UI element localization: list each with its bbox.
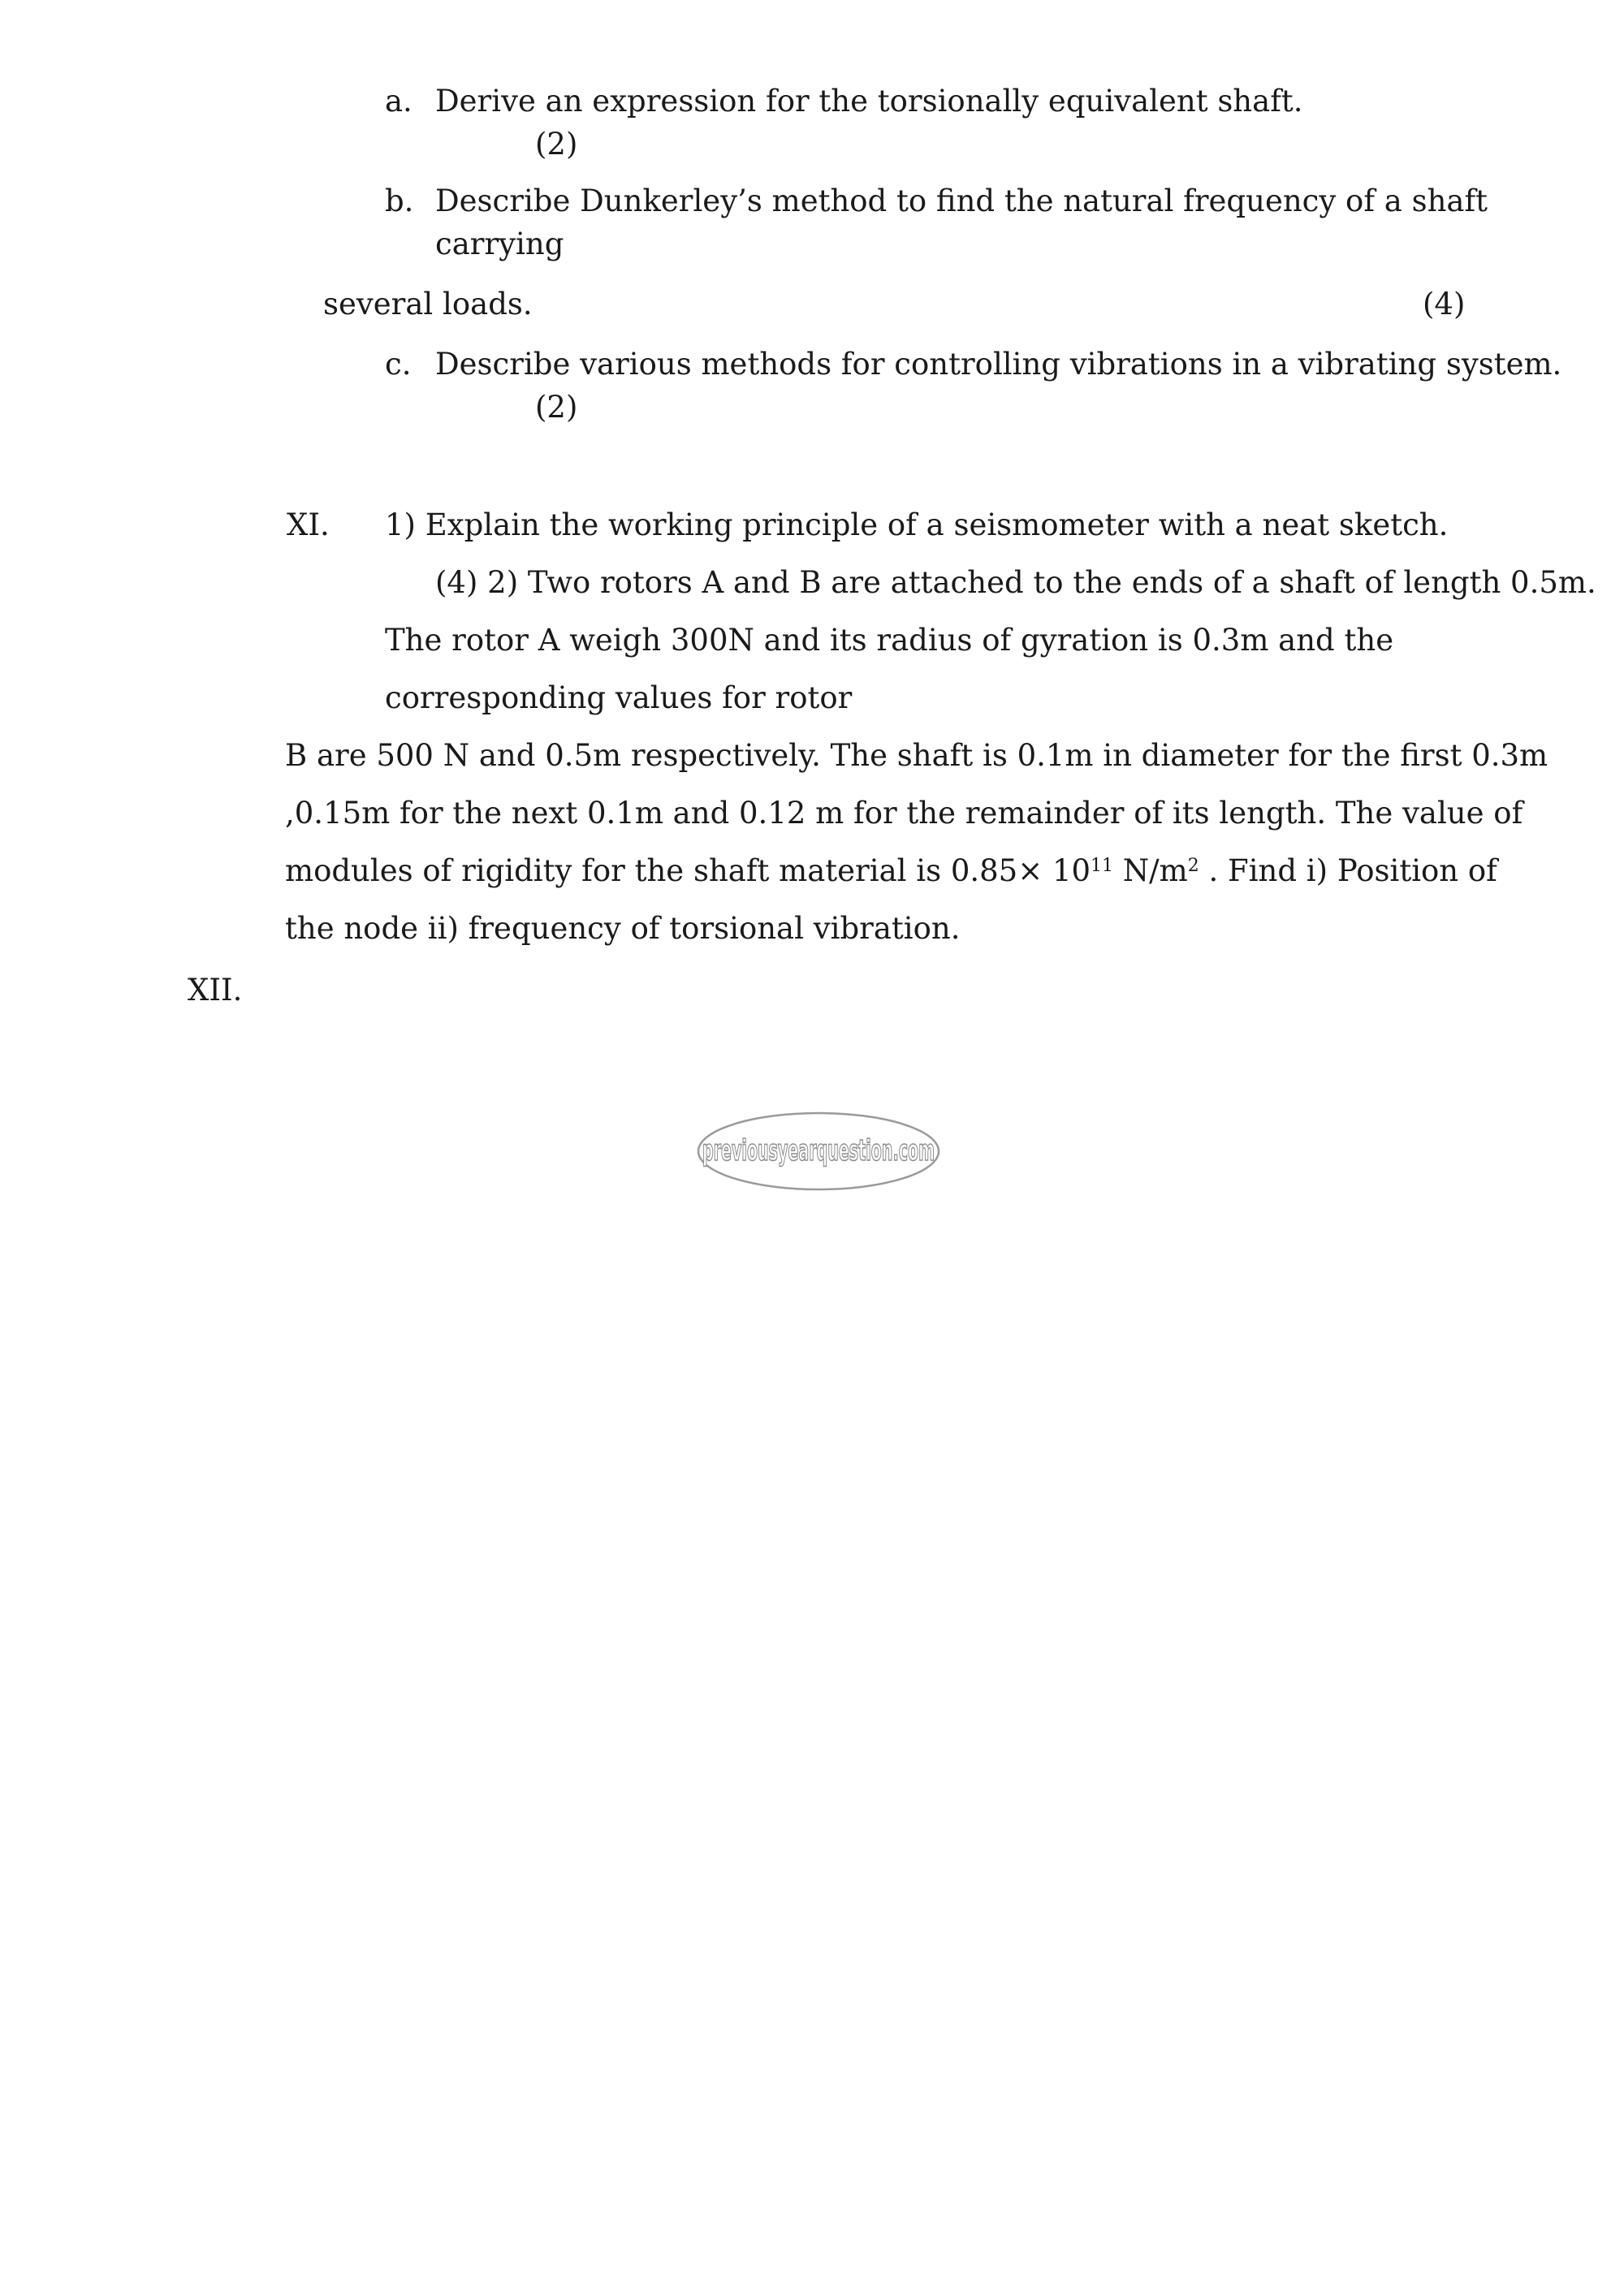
question-12-number: XII. [188,973,243,1008]
part-b-marks: (4) [1423,287,1466,322]
part-c-label: c. [385,347,412,382]
question-11-line7 [285,853,1497,888]
part-b-line2: carrying [435,227,564,261]
question-11-line3: The rotor A weigh 300N and its radius of gyration is 0.3m and the [385,623,1394,658]
exponent-11: 11 [1091,856,1114,876]
line7-post: . Find i) Position of [1199,853,1497,888]
part-b-line1: Describe Dunkerley’s method to find the natural frequency of a shaft [435,183,1488,218]
question-11-line1: 1) Explain the working principle of a seismometer with a neat sketch. [385,507,1449,542]
question-11-line5: B are 500 N and 0.5m respectively. The shaft is 0.1m in diameter for the first 0.3m [285,738,1548,773]
part-b-label: b. [385,183,414,218]
part-c-text: Describe various methods for controlling vibrations in a vibrating system. [435,347,1562,382]
line7-mid: N/m [1113,853,1188,888]
part-a-label: a. [385,84,412,119]
question-11-line2: (4) 2) Two rotors A and B are attached to the ends of a shaft of length 0.5m. [435,565,1596,600]
question-11-line6: ,0.15m for the next 0.1m and 0.12 m for the remainder of its length. The value of [285,796,1523,831]
exponent-2: 2 [1187,856,1199,876]
question-11-number: XI. [287,507,330,542]
part-a-marks: (2) [535,127,578,162]
part-a-text: Derive an expression for the torsionally equivalent shaft. [435,84,1303,119]
question-11-line8: the node ii) frequency of torsional vibration. [285,911,961,946]
line7-pre: modules of rigidity for the shaft material is 0.85× 10 [285,853,1091,888]
question-11-line4: corresponding values for rotor [385,680,853,715]
part-b-line3: several loads. [323,287,533,322]
watermark-logo [696,1111,941,1192]
part-c-marks: (2) [535,390,578,425]
watermark-text: previousyearquestion.com [702,1134,935,1167]
